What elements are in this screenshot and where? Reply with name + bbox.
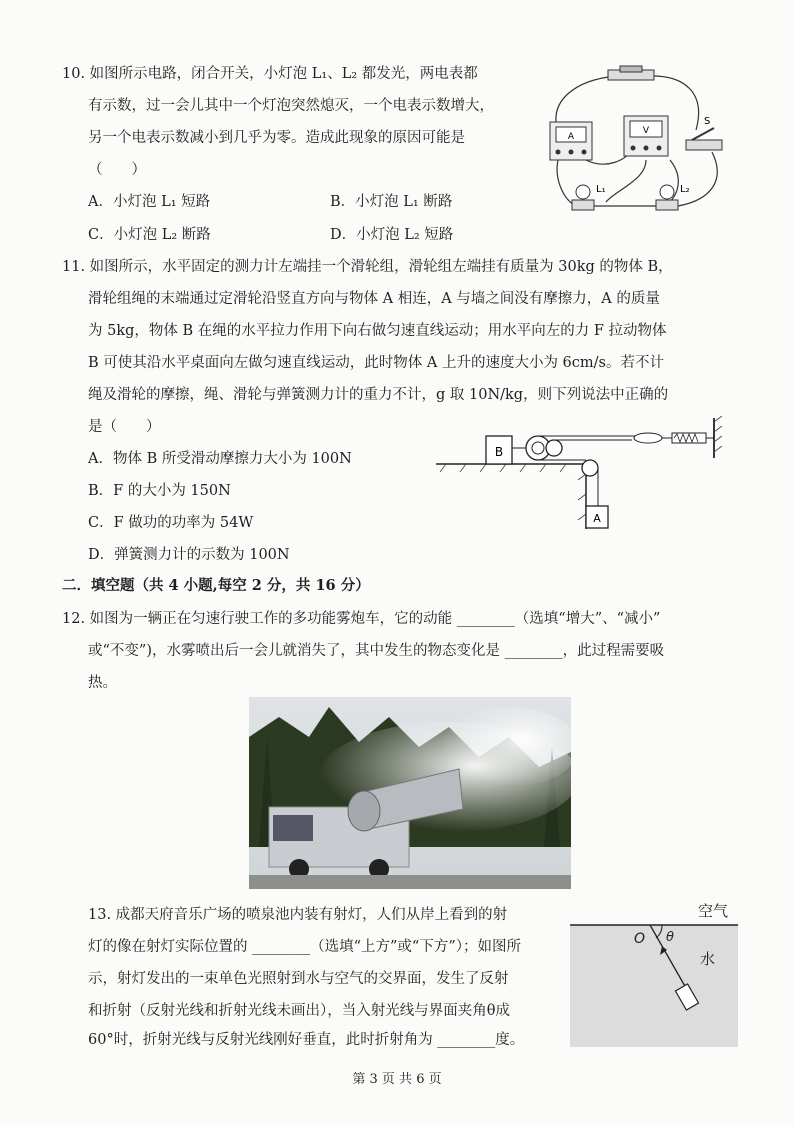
q12-line-3: 热。	[88, 675, 117, 691]
q11-option-a: A．物体 B 所受滑动摩擦力大小为 100N	[88, 451, 352, 467]
circuit-diagram	[536, 60, 748, 228]
q10-option-b: B．小灯泡 L₁ 断路	[330, 194, 453, 210]
water-region	[570, 925, 738, 1047]
voltmeter-icon	[624, 116, 668, 156]
q10-option-c: C．小灯泡 L₂ 断路	[88, 227, 211, 243]
pulley-diagram	[436, 414, 726, 534]
block-a	[586, 506, 608, 528]
refraction-diagram	[566, 898, 744, 1050]
q10-line-3: 另一个电表示数减小到几乎为零。造成此现象的原因可能是	[88, 130, 465, 146]
q13-line-4: 和折射（反射光线和折射光线未画出），当入射光线与界面夹角θ成	[88, 1003, 510, 1019]
voltmeter-label: V	[642, 126, 650, 136]
point-o-label: O	[634, 931, 646, 947]
q10-option-a: A．小灯泡 L₁ 短路	[88, 194, 211, 210]
q13-line-2: 灯的像在射灯实际位置的 ________（选填“上方”或“下方”）；如图所	[88, 939, 522, 955]
q11-line-5: 绳及滑轮的摩擦，绳、滑轮与弹簧测力计的重力不计，g 取 10N/kg，则下列说法中正确的	[88, 387, 669, 403]
spring-scale-icon	[634, 433, 714, 443]
block-b	[486, 436, 512, 464]
fog-cannon-truck-photo	[249, 697, 571, 889]
ammeter-icon	[550, 122, 592, 160]
q10-line-1: 10. 如图所示电路，闭合开关，小灯泡 L₁、L₂ 都发光，两电表都	[62, 66, 478, 82]
page-number: 第 3 页 共 6 页	[352, 1072, 442, 1087]
lamp-l2-icon	[656, 184, 690, 210]
q13-line-3: 示，射灯发出的一束单色光照射到水与空气的交界面，发生了反射	[88, 971, 509, 987]
water-label: 水	[700, 950, 716, 968]
fixed-pulley-icon	[582, 460, 598, 476]
lamp-l2-label: L₂	[680, 184, 690, 195]
block-b-label: B	[494, 445, 504, 459]
angle-theta-label: θ	[666, 930, 674, 945]
switch-icon	[686, 116, 722, 150]
ammeter-label: A	[567, 132, 575, 142]
q10-line-4: （ ）	[88, 162, 146, 178]
q11-option-c: C．F 做功的功率为 54W	[88, 515, 254, 531]
q11-line-1: 11. 如图所示，水平固定的测力计左端挂一个滑轮组，滑轮组左端挂有质量为 30kg 的物体 B，	[62, 259, 673, 275]
lamp-l1-label: L₁	[596, 184, 606, 195]
battery-icon	[608, 66, 654, 80]
switch-label: S	[704, 116, 711, 127]
q11-line-4: B 可使其沿水平桌面向左做匀速直线运动，此时物体 A 上升的速度大小为 6cm/s。若不计	[88, 355, 664, 371]
q11-line-3: 为 5kg，物体 B 在绳的水平拉力作用下向右做匀速直线运动；用水平向左的力 F 拉动物体	[88, 323, 667, 339]
q10-option-d: D．小灯泡 L₂ 短路	[330, 227, 454, 243]
q11-line-2: 滑轮组绳的末端通过定滑轮沿竖直方向与物体 A 相连，A 与墙之间没有摩擦力，A 的质量	[88, 291, 660, 307]
q11-option-d: D．弹簧测力计的示数为 100N	[88, 547, 290, 563]
q13-line-5: 60°时，折射光线与反射光线刚好垂直，此时折射角为 ________度。	[88, 1032, 525, 1048]
q10-line-2: 有示数，过一会儿其中一个灯泡突然熄灭，一个电表示数增大，	[88, 98, 494, 114]
section-heading: 二．填空题（共 4 小题,每空 2 分，共 16 分）	[62, 577, 370, 594]
q12-line-1: 12. 如图为一辆正在匀速行驶工作的多功能雾炮车，它的动能 ________（选填“增大”、“减小”	[62, 611, 661, 627]
q11-option-b: B．F 的大小为 150N	[88, 483, 231, 499]
q12-line-2: 或“不变”)，水雾喷出后一会儿就消失了，其中发生的物态变化是 ________，此过程需要吸	[88, 643, 665, 659]
air-label: 空气	[698, 902, 729, 920]
block-a-label: A	[593, 512, 601, 525]
q11-line-6: 是（ ）	[88, 419, 161, 435]
q13-line-1: 13. 成都天府音乐广场的喷泉池内装有射灯，人们从岸上看到的射	[88, 907, 508, 923]
